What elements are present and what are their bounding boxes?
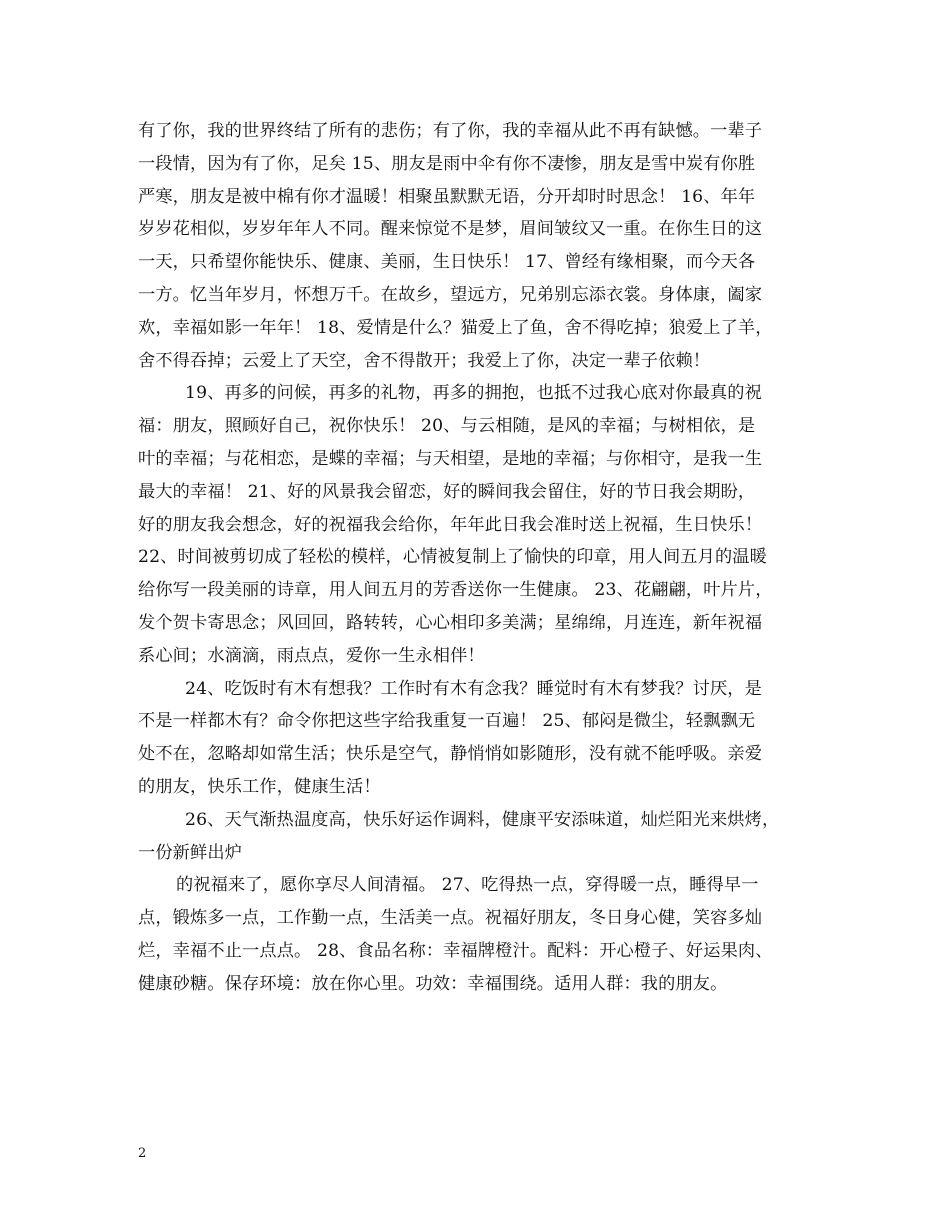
text-line: 给你写一段美丽的诗章，用人间五月的芳香送你一生健康。 23、花翩翩，叶片片， bbox=[138, 580, 773, 601]
text-line: 处不在，忽略却如常生活；快乐是空气，静悄悄如影随形，没有就不能呼吸。亲爱 bbox=[138, 744, 763, 765]
text-line: 有了你，我的世界终结了所有的悲伤；有了你，我的幸福从此不再有缺憾。一辈子 bbox=[138, 121, 763, 141]
text-line: 严寒，朋友是被中棉有你才温暖！相聚虽默默无语，分开却时时思念！ 16、年年 bbox=[138, 186, 756, 207]
text-line: 点，锻炼多一点，工作勤一点，生活美一点。祝福好朋友，冬日身心健，笑容多灿 bbox=[138, 908, 763, 929]
text-line: 一份新鲜出炉 bbox=[138, 842, 243, 863]
paragraph-start-line: 的祝福来了，愿你享尽人间清福。 27、吃得热一点，穿得暖一点，睡得早一 bbox=[176, 875, 759, 896]
text-line: 健康砂糖。保存环境：放在你心里。功效：幸福围绕。适用人群：我的朋友。 bbox=[138, 973, 728, 994]
text-line: 22、时间被剪切成了轻松的模样，心情被复制上了愉快的印章，用人间五月的温暖 bbox=[138, 547, 767, 568]
page-number: 2 bbox=[138, 1146, 147, 1161]
text-line: 不是一样都木有？命令你把这些字给我重复一百遍！ 25、郁闷是微尘，轻飘飘无 bbox=[138, 711, 756, 732]
text-line: 的朋友，快乐工作，健康生活！ bbox=[138, 776, 381, 797]
text-line: 一段情，因为有了你，足矣 15、朋友是雨中伞有你不凄惨，朋友是雪中炭有你胜 bbox=[138, 153, 756, 174]
text-line: 系心间；水滴滴，雨点点，爱你一生永相伴！ bbox=[138, 645, 485, 666]
text-line: 舍不得吞掉；云爱上了天空，舍不得散开；我爱上了你，决定一辈子依赖！ bbox=[138, 350, 711, 371]
text-line: 欢，幸福如影一年年！ 18、爱情是什么？猫爱上了鱼，舍不得吃掉；狼爱上了羊， bbox=[138, 317, 773, 338]
paragraph-start-line: 24、吃饭时有木有想我？工作时有木有念我？睡觉时有木有梦我？讨厌，是 bbox=[185, 678, 762, 699]
body-text bbox=[138, 115, 828, 1001]
text-line: 岁岁花相似，岁岁年年人不同。醒来惊觉不是梦，眉间皱纹又一重。在你生日的这 bbox=[138, 219, 763, 240]
text-line: 一方。忆当年岁月，怀想万千。在故乡，望远方，兄弟别忘添衣裳。身体康，阖家 bbox=[138, 284, 763, 305]
text-line: 福：朋友，照顾好自己，祝你快乐！ 20、与云相随，是风的幸福；与树相依，是 bbox=[138, 416, 756, 437]
text-line: 好的朋友我会想念，好的祝福我会给你，年年此日我会准时送上祝福，生日快乐！ bbox=[138, 514, 763, 535]
text-line: 发个贺卡寄思念；风回回，路转转，心心相印多美满；星绵绵，月连连，新年祝福 bbox=[138, 612, 763, 633]
text-line: 一天，只希望你能快乐、健康、美丽，生日快乐！ 17、曾经有缘相聚，而今天各 bbox=[138, 252, 756, 273]
text-line: 叶的幸福；与花相恋，是蝶的幸福；与天相望，是地的幸福；与你相守，是我一生 bbox=[138, 448, 763, 469]
paragraph-start-line: 19、再多的问候，再多的礼物，再多的拥抱，也抵不过我心底对你最真的祝 bbox=[185, 383, 762, 404]
text-line: 最大的幸福！ 21、好的风景我会留恋，好的瞬间我会留住，好的节日我会期盼， bbox=[138, 481, 756, 502]
text-line: 烂，幸福不止一点点。 28、食品名称：幸福牌橙汁。配料：开心橙子、好运果肉、 bbox=[138, 940, 773, 961]
paragraph-start-line: 26、天气渐热温度高，快乐好运作调料，健康平安添味道，灿烂阳光来烘烤， bbox=[185, 809, 780, 830]
